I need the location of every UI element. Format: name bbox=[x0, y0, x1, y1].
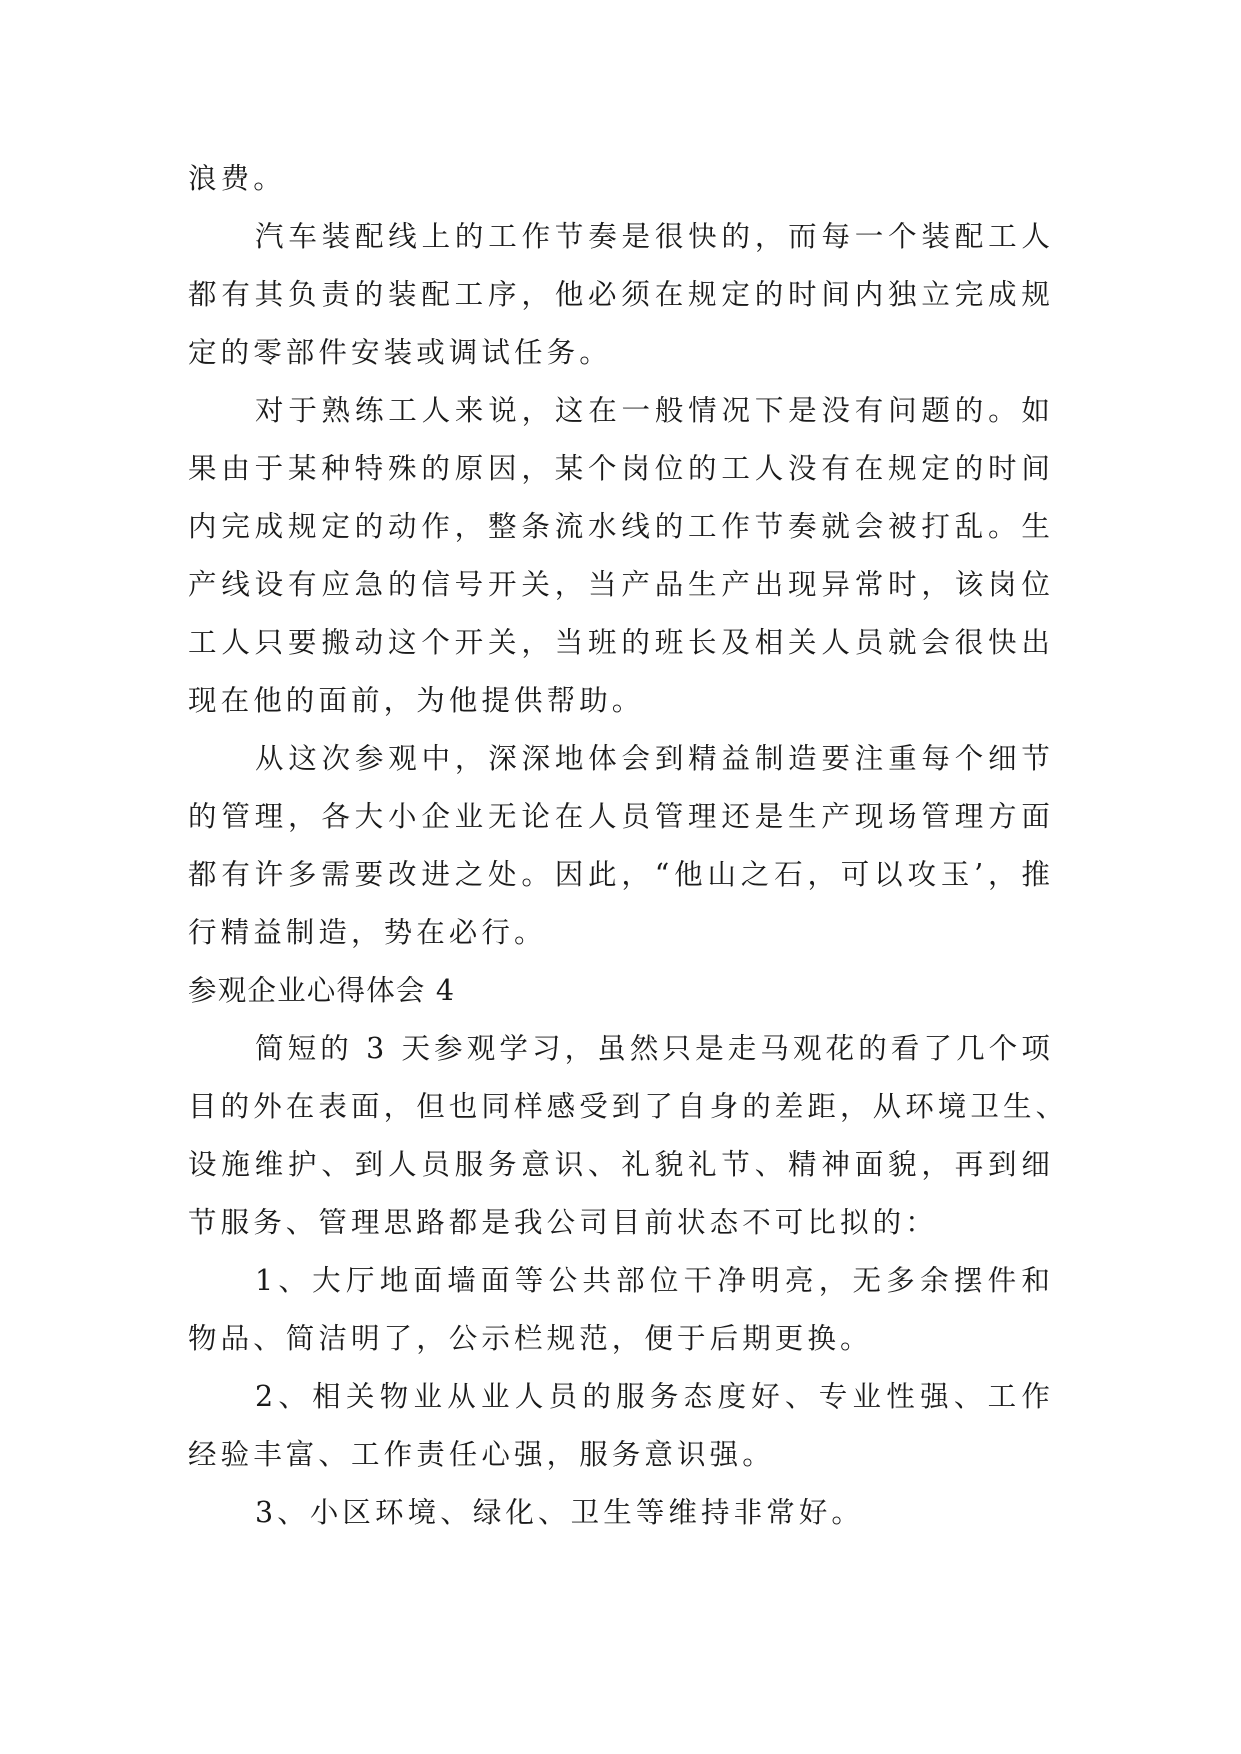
text-line: 内完成规定的动作，整条流水线的工作节奏就会被打乱。生 bbox=[188, 510, 1054, 543]
paragraph bbox=[188, 150, 1054, 208]
text-line: 2、相关物业从业人员的服务态度好、专业性强、工作 bbox=[255, 1380, 1054, 1413]
paragraph bbox=[188, 382, 1054, 730]
text-line: 都有许多需要改进之处。因此，“他山之石，可以攻玉’，推 bbox=[188, 858, 1054, 891]
text-line: 经验丰富、工作责任心强，服务意识强。 bbox=[188, 1438, 775, 1471]
text-line: 节服务、管理思路都是我公司目前状态不可比拟的： bbox=[188, 1206, 938, 1239]
paragraph bbox=[188, 208, 1054, 382]
text-line: 物品、简洁明了，公示栏规范，便于后期更换。 bbox=[188, 1322, 873, 1355]
list-item bbox=[188, 1484, 1054, 1542]
text-line: 行精益制造，势在必行。 bbox=[188, 916, 547, 949]
text-line: 浪费。 bbox=[188, 162, 286, 195]
list-item bbox=[188, 1368, 1054, 1484]
text-line: 3、小区环境、绿化、卫生等维持非常好。 bbox=[255, 1496, 865, 1529]
text-line: 设施维护、到人员服务意识、礼貌礼节、精神面貌，再到细 bbox=[188, 1148, 1054, 1181]
list-item bbox=[188, 1252, 1054, 1368]
text-line: 都有其负责的装配工序，他必须在规定的时间内独立完成规 bbox=[188, 278, 1054, 311]
text-line: 现在他的面前，为他提供帮助。 bbox=[188, 684, 645, 717]
text-line: 简短的 3 天参观学习，虽然只是走马观花的看了几个项 bbox=[255, 1032, 1054, 1065]
text-line: 工人只要搬动这个开关，当班的班长及相关人员就会很快出 bbox=[188, 626, 1054, 659]
document-page bbox=[188, 150, 1069, 1542]
text-line: 产线设有应急的信号开关，当产品生产出现异常时，该岗位 bbox=[188, 568, 1054, 601]
text-line: 果由于某种特殊的原因，某个岗位的工人没有在规定的时间 bbox=[188, 452, 1054, 485]
text-line: 从这次参观中，深深地体会到精益制造要注重每个细节 bbox=[255, 742, 1054, 775]
section-heading: 参观企业心得体会 4 bbox=[188, 974, 456, 1007]
text-line: 对于熟练工人来说，这在一般情况下是没有问题的。如 bbox=[255, 394, 1054, 427]
text-line: 的管理，各大小企业无论在人员管理还是生产现场管理方面 bbox=[188, 800, 1054, 833]
text-line: 定的零部件安装或调试任务。 bbox=[188, 336, 612, 369]
text-line: 1、大厅地面墙面等公共部位干净明亮，无多余摆件和 bbox=[255, 1264, 1054, 1297]
text-line: 目的外在表面，但也同样感受到了自身的差距，从环境卫生、 bbox=[188, 1090, 1069, 1123]
text-line: 汽车装配线上的工作节奏是很快的，而每一个装配工人 bbox=[255, 220, 1054, 253]
paragraph bbox=[188, 1020, 1069, 1252]
paragraph bbox=[188, 730, 1054, 962]
